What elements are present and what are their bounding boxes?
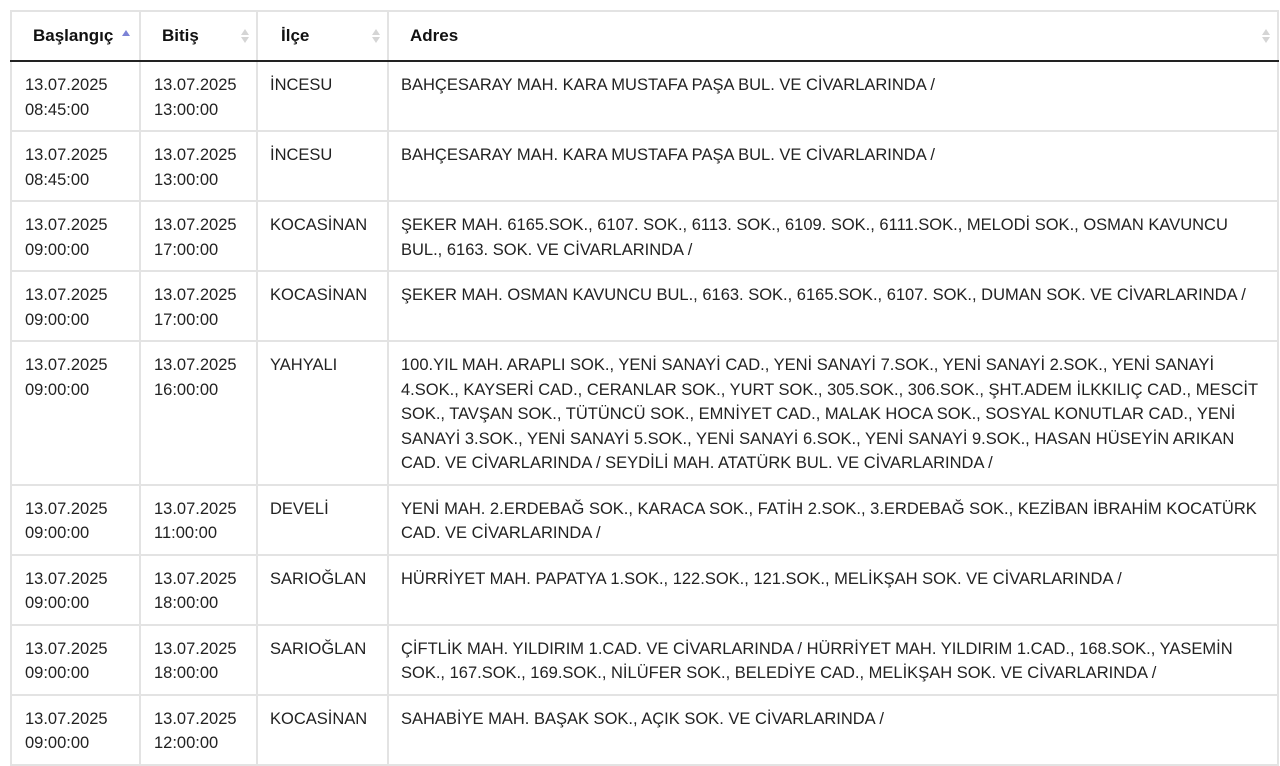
- table-row: [11, 271, 1278, 341]
- end-cell: [140, 201, 257, 271]
- sort-ascending-icon[interactable]: [122, 29, 131, 45]
- start-date: 13.07.2025: [25, 76, 108, 94]
- start-date: 13.07.2025: [25, 569, 108, 588]
- outage-table-container: [10, 10, 1277, 766]
- column-header-label: Başlangıç: [33, 26, 114, 45]
- end-cell: [140, 341, 257, 485]
- end-time: 12:00:00: [154, 734, 219, 752]
- end-date: 13.07.2025: [154, 216, 237, 234]
- start-time: 09:00:00: [25, 664, 90, 682]
- start-time: 08:45:00: [25, 170, 90, 189]
- address-cell: SAHABİYE MAH. BAŞAK SOK., AÇIK SOK. VE CİVARLARINDA /: [388, 695, 1278, 765]
- start-date: 13.07.2025: [25, 356, 108, 374]
- district-cell: İNCESU: [257, 61, 388, 131]
- end-cell: [140, 485, 257, 555]
- start-date: 13.07.2025: [25, 639, 108, 658]
- start-date: 13.07.2025: [25, 216, 108, 234]
- district-cell: SARIOĞLAN: [257, 555, 388, 625]
- start-cell: [11, 201, 140, 271]
- district-cell: KOCASİNAN: [257, 201, 388, 271]
- start-cell: [11, 61, 140, 131]
- end-time: 11:00:00: [154, 524, 218, 542]
- start-date: 13.07.2025: [25, 286, 108, 304]
- address-cell: ŞEKER MAH. 6165.SOK., 6107. SOK., 6113. SOK., 6109. SOK., 6111.SOK., MELODİ SOK., OSMAN KAVUNCU BUL., 6163. SOK. VE CİVARLARINDA /: [388, 201, 1278, 271]
- start-cell: [11, 485, 140, 555]
- district-cell: İNCESU: [257, 131, 388, 201]
- start-cell: [11, 695, 140, 765]
- header-row: [11, 11, 1278, 61]
- district-cell: KOCASİNAN: [257, 271, 388, 341]
- start-cell: [11, 131, 140, 201]
- table-row: [11, 341, 1278, 485]
- end-date: 13.07.2025: [154, 569, 237, 588]
- end-cell: [140, 271, 257, 341]
- column-header-label: Bitiş: [162, 26, 199, 45]
- table-row: [11, 555, 1278, 625]
- start-time: 08:45:00: [25, 100, 90, 119]
- start-time: 09:00:00: [25, 734, 90, 752]
- end-cell: [140, 555, 257, 625]
- table-row: [11, 61, 1278, 131]
- sort-icon[interactable]: [1262, 28, 1271, 44]
- start-cell: [11, 625, 140, 695]
- column-header-address[interactable]: [388, 11, 1278, 61]
- table-row: [11, 485, 1278, 555]
- start-date: 13.07.2025: [25, 499, 108, 518]
- end-date: 13.07.2025: [154, 356, 237, 374]
- start-time: 09:00:00: [25, 380, 90, 399]
- start-date: 13.07.2025: [25, 146, 108, 164]
- table-row: [11, 625, 1278, 695]
- end-cell: [140, 131, 257, 201]
- start-time: 09:00:00: [25, 524, 90, 542]
- sort-icon[interactable]: [241, 28, 250, 44]
- sort-icon[interactable]: [372, 28, 381, 44]
- end-date: 13.07.2025: [154, 146, 237, 164]
- column-header-start[interactable]: [11, 11, 140, 61]
- column-header-district[interactable]: [257, 11, 388, 61]
- end-cell: [140, 61, 257, 131]
- start-time: 09:00:00: [25, 240, 90, 259]
- end-time: 17:00:00: [154, 240, 219, 259]
- end-cell: [140, 695, 257, 765]
- table-row: [11, 201, 1278, 271]
- table-row: [11, 131, 1278, 201]
- start-cell: [11, 555, 140, 625]
- start-time: 09:00:00: [25, 594, 90, 612]
- end-date: 13.07.2025: [154, 499, 237, 518]
- end-time: 18:00:00: [154, 664, 219, 682]
- end-time: 17:00:00: [154, 310, 219, 329]
- start-cell: [11, 341, 140, 485]
- end-time: 18:00:00: [154, 594, 219, 612]
- address-cell: BAHÇESARAY MAH. KARA MUSTAFA PAŞA BUL. VE CİVARLARINDA /: [388, 61, 1278, 131]
- outage-table: [10, 10, 1279, 766]
- end-date: 13.07.2025: [154, 639, 237, 658]
- district-cell: YAHYALI: [257, 341, 388, 485]
- column-header-label: İlçe: [281, 26, 310, 45]
- district-cell: SARIOĞLAN: [257, 625, 388, 695]
- start-cell: [11, 271, 140, 341]
- address-cell: 100.YIL MAH. ARAPLI SOK., YENİ SANAYİ CAD., YENİ SANAYİ 7.SOK., YENİ SANAYİ 2.SOK., YENİ SANAYİ 4.SOK., KAYSERİ CAD., CERANLAR SOK., YURT SOK., 305.SOK., 306.SOK., ŞHT.ADEM İLKKILIÇ CAD., MESCİT SOK., TAVŞAN SOK., TÜTÜNCÜ SOK., EMNİYET CAD., MALAK HOCA SOK., SOSYAL KONUTLAR CAD., YENİ SANAYİ 3.SOK., YENİ SANAYİ 5.SOK., YENİ SANAYİ 6.SOK., YENİ SANAYİ 9.SOK., HASAN HÜSEYİN ARIKAN CAD. VE CİVARLARINDA / SEYDİLİ MAH. ATATÜRK BUL. VE CİVARLARINDA /: [388, 341, 1278, 485]
- end-time: 16:00:00: [154, 380, 219, 399]
- table-header: [11, 11, 1278, 61]
- column-header-label: Adres: [410, 26, 459, 45]
- address-cell: ŞEKER MAH. OSMAN KAVUNCU BUL., 6163. SOK., 6165.SOK., 6107. SOK., DUMAN SOK. VE CİVARLARINDA /: [388, 271, 1278, 341]
- end-date: 13.07.2025: [154, 76, 237, 94]
- start-time: 09:00:00: [25, 310, 90, 329]
- column-header-end[interactable]: [140, 11, 257, 61]
- table-row: [11, 695, 1278, 765]
- table-body: [11, 61, 1278, 765]
- end-time: 13:00:00: [154, 100, 219, 119]
- district-cell: DEVELİ: [257, 485, 388, 555]
- end-date: 13.07.2025: [154, 709, 237, 728]
- address-cell: BAHÇESARAY MAH. KARA MUSTAFA PAŞA BUL. VE CİVARLARINDA /: [388, 131, 1278, 201]
- end-date: 13.07.2025: [154, 286, 237, 304]
- district-cell: KOCASİNAN: [257, 695, 388, 765]
- start-date: 13.07.2025: [25, 709, 108, 728]
- address-cell: YENİ MAH. 2.ERDEBAĞ SOK., KARACA SOK., FATİH 2.SOK., 3.ERDEBAĞ SOK., KEZİBAN İBRAHİM KOCATÜRK CAD. VE CİVARLARINDA /: [388, 485, 1278, 555]
- end-time: 13:00:00: [154, 170, 219, 189]
- end-cell: [140, 625, 257, 695]
- address-cell: HÜRRİYET MAH. PAPATYA 1.SOK., 122.SOK., 121.SOK., MELİKŞAH SOK. VE CİVARLARINDA /: [388, 555, 1278, 625]
- address-cell: ÇİFTLİK MAH. YILDIRIM 1.CAD. VE CİVARLARINDA / HÜRRİYET MAH. YILDIRIM 1.CAD., 168.SOK., YASEMİN SOK., 167.SOK., 169.SOK., NİLÜFER SOK., BELEDİYE CAD., MELİKŞAH SOK. VE CİVARLARINDA /: [388, 625, 1278, 695]
